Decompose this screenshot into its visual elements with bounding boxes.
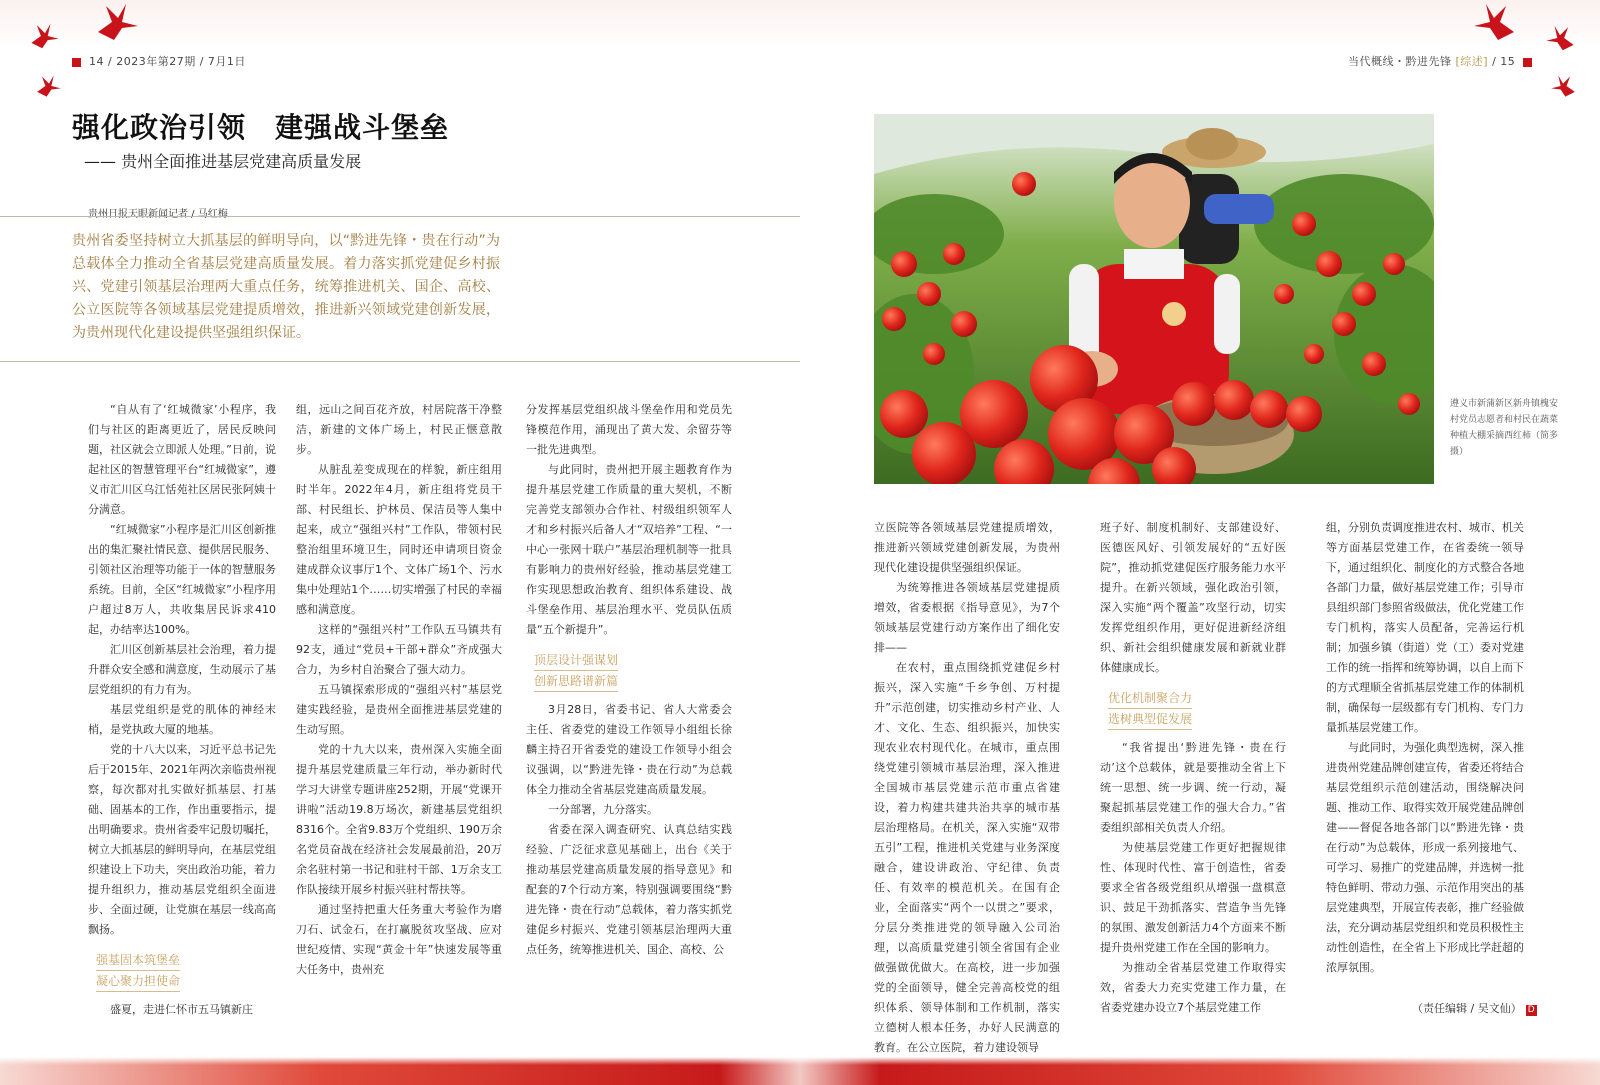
subhead-line: 强基固本筑堡垒 (96, 950, 180, 971)
text-column-3 (526, 400, 732, 960)
paragraph: 省委在深入调查研究、认真总结实践经验、广泛征求意见基础上，出台《关于推动基层党建高质量发展的指导意见》和配套的7个行动方案，特别强调要围绕“黔进先锋・贵在行动”总载体，着力落实抓党建促乡村振兴、党建引领基层治理两大重点任务，统筹推进机关、国企、高校、公 (526, 823, 732, 956)
subhead-line: 顶层设计强谋划 (534, 650, 618, 671)
text-column-2 (296, 400, 502, 980)
red-bird-icon (1472, 2, 1516, 42)
paragraph: 组，远山之间百花齐放，村居院落干净整洁，新建的文体广场上，村民正惬意散步。 (296, 403, 502, 456)
paragraph: 在农村，重点围绕抓党建促乡村振兴，深入实施“千乡争创、万村提升”示范创建，切实推动乡村产业、人才、文化、生态、组织振兴，加快实现农业农村现代化。在城市，重点围绕党建引领城市基层治理，深入推进全国城市基层党建示范市重点省建设，着力构建共建共治共享的城市基层治理格局。在机关，深入实施“双带五引”工程，推进机关党建与业务深度融合，建设讲政治、守纪律、负责任、有效率的模范机关。在国有企业，全面落实“两个一以贯之”要求，分层分类推进党的领导融入公司治理，以高质量党建引领全省国有企业做强做优做大。在高校，进一步加强党的全面领导，健全完善高校党的组织体系、领导体制和工作机制，落实立德树人根本任务，办好人民满意的教育。在公立医院，着力建设领导 (874, 661, 1060, 1054)
paragraph: 从脏乱差变成现在的样貌，新庄组用时半年。2022年4月，新庄组将党员干部、村民组长、护林员、保洁员等人集中起来，成立“强组兴村”工作队，带领村民整治组里环境卫生，同时还申请项目资金建成群众议事厅1个、文体广场1个、污水集中处理站1个……切实增强了村民的幸福感和满意度。 (296, 463, 502, 616)
end-mark-icon: D (1526, 1005, 1537, 1016)
red-bird-icon (36, 74, 62, 98)
byline: 贵州日报天眼新闻记者 / 马红梅 (88, 209, 228, 220)
left-page-header: 14 / 2023年第27期 / 7月1日 (64, 53, 246, 69)
subhead-line: 优化机制聚合力 (1108, 688, 1192, 709)
section-subhead (1108, 688, 1286, 730)
paragraph: 为推动全省基层党建工作取得实效，省委大力充实党建工作力量，在省委党建办设立7个基层党建工作 (1100, 961, 1286, 1014)
paragraph: 一分部署，九分落实。 (548, 803, 658, 816)
text-column-1 (88, 400, 276, 1020)
red-bird-icon (1545, 24, 1575, 52)
section-subhead (534, 650, 732, 692)
subhead-line: 创新思路谱新篇 (534, 671, 618, 692)
top-gradient-band (0, 0, 1600, 48)
text-column-5 (1100, 518, 1286, 1018)
red-bird-icon (1550, 74, 1576, 98)
paragraph: “我省提出‘黔进先锋・贵在行动’这个总载体，就是要推动全省上下统一思想、统一步调、统一行动，凝聚起抓基层党建工作的强大合力。”省委组织部相关负责人介绍。 (1100, 741, 1286, 834)
paragraph: 立医院等各领域基层党建提质增效，推进新兴领域党建创新发展，为贵州现代化建设提供坚强组织保证。 (874, 521, 1060, 574)
header-square-icon (1523, 58, 1532, 67)
article-title: 强化政治引领 建强战斗堡垒 (72, 111, 450, 144)
editor-name: （责任编辑 / 吴文仙） (1412, 1002, 1522, 1015)
right-page-header: 当代概线・黔进先锋 [综述] / 15 (1348, 53, 1540, 69)
paragraph: 3月28日，省委书记、省人大常委会主任、省委党的建设工作领导小组组长徐麟主持召开省委党的建设工作领导小组会议强调，以“黔进先锋・贵在行动”为总载体全力推动全省基层党建高质量发展。 (526, 703, 732, 796)
red-bird-icon (30, 22, 60, 50)
left-page-number: 14 (89, 55, 104, 68)
subhead-line: 凝心聚力担使命 (96, 971, 180, 992)
paragraph: 基层党组织是党的肌体的神经末梢，是党执政大厦的地基。 (88, 703, 276, 736)
photo-illustration (874, 114, 1434, 484)
header-square-icon (72, 58, 81, 67)
text-column-4 (874, 518, 1060, 1058)
lead-paragraph: 贵州省委坚持树立大抓基层的鲜明导向，以“黔进先锋・贵在行动”为总载体全力推动全省基层党建高质量发展。着力落实抓党建促乡村振兴、党建引领基层治理两大重点任务，统筹推进机关、国企、高校、公立医院等各领域基层党建提质增效，推进新兴领域党建创新发展，为贵州现代化建设提供坚强组织保证。 (72, 233, 500, 341)
paragraph: 盛夏，走进仁怀市五马镇新庄 (110, 1003, 253, 1016)
section-name: 当代概线・黔进先锋 (1348, 55, 1452, 68)
editor-credit (1412, 1000, 1537, 1016)
paragraph: “红城微家”小程序是汇川区创新推出的集汇聚社情民意、提供居民服务、引领社区治理等功能于一体的智慧服务系统。目前，全区“红城微家”小程序用户超过8万人，共收集居民诉求410起，办结率达100%。 (88, 523, 276, 636)
paragraph: 通过坚持把重大任务重大考验作为磨刀石、试金石，在打赢脱贫攻坚战、应对世纪疫情、实现“黄金十年”快速发展等重大任务中，贵州充 (296, 903, 502, 976)
paragraph: 五马镇探索形成的“强组兴村”基层党建实践经验，是贵州全面推进基层党建的生动写照。 (296, 683, 502, 736)
tomato-harvest-photo (874, 114, 1434, 484)
red-bird-icon (96, 2, 140, 42)
paragraph: 组，分别负责调度推进农村、城市、机关等方面基层党建工作，在省委统一领导下，通过组织化、制度化的方式整合各地各部门力量，做好基层党建工作；引导市县组织部门参照省级做法，优化党建工作专门机构，落实人员配备，完善运行机制；加强乡镇（街道）党（工）委对党建工作的统一指挥和统筹协调，以自上而下的方式理顺全省抓基层党建工作的体制机制，确保每一层级都有专门机构、专门力量抓基层党建工作。 (1326, 521, 1524, 734)
article-subtitle: —— 贵州全面推进基层党建高质量发展 (84, 152, 362, 171)
paragraph: 这样的“强组兴村”工作队五马镇共有92支，通过“党员+干部+群众”齐成强大合力，为乡村自治聚合了强大动力。 (296, 623, 502, 676)
paragraph: 汇川区创新基层社会治理，着力提升群众安全感和满意度，生动展示了基层党组织的有力有为。 (88, 643, 276, 696)
paragraph: 分发挥基层党组织战斗堡垒作用和党员先锋模范作用，涌现出了黄大发、余留芬等一批先进典型。 (526, 403, 732, 456)
paragraph: 班子好、制度机制好、支部建设好、医德医风好、引领发展好的“五好医院”，推动抓党建促医疗服务能力水平提升。在新兴领域，强化政治引领，深入实施“两个覆盖”攻坚行动，切实发挥党组织作用，更好促进新经济组织、新社会组织健康发展和新就业群体健康成长。 (1100, 521, 1286, 674)
section-tag: 综述 (1460, 55, 1484, 68)
bottom-band-highlight (0, 1057, 1600, 1065)
paragraph: 党的十九大以来，贵州深入实施全面提升基层党建质量三年行动，举办新时代学习大讲堂专题讲座252期，开展“党课开讲啦”活动19.8万场次，新建基层党组织8316个。全省9.83万个党组织、190万余名党员奋战在经济社会发展最前沿，20万余名驻村第一书记和驻村干部、1万余支工作队接续开展乡村振兴驻村帮扶等。 (296, 743, 502, 896)
issue-number: 2023年第27期 (116, 55, 196, 68)
paragraph: 党的十八大以来，习近平总书记先后于2015年、2021年两次亲临贵州视察，每次都对扎实做好抓基层、打基础、固基本的工作，作出重要指示，提出明确要求。贵州省委牢记殷切嘱托，树立大抓基层的鲜明导向，在基层党组织建设上下功夫，突出政治功能，着力提升组织力，推动基层党组织全面进步、全面过硬，让党旗在基层一线高高飘扬。 (88, 743, 276, 936)
paragraph: 为统筹推进各领域基层党建提质增效，省委根据《指导意见》，为7个领域基层党建行动方案作出了细化安排—— (874, 581, 1060, 654)
photo-caption: 遵义市新蒲新区新舟镇槐安村党员志愿者和村民在蔬菜种植大棚采摘西红柿（简多 摄） (1450, 399, 1559, 457)
paragraph: 为使基层党建工作更好把握规律性、体现时代性、富于创造性，省委要求全省各级党组织从增强一盘棋意识、鼓足干劲抓落实、营造争当先锋的氛围、激发创新活力4个方面来不断提升贵州党建工作在全国的影响力。 (1100, 841, 1286, 954)
right-page-number: 15 (1500, 55, 1516, 68)
issue-date: 7月1日 (207, 55, 246, 68)
paragraph: 与此同时，为强化典型选树，深入推进贵州党建品牌创建宣传，省委还将结合基层党组织示范创建活动，围绕解决问题、推动工作、取得实效开展党建品牌创建——督促各地各部门以“黔进先锋・贵在行动”为总载体，形成一系列接地气、可学习、易推广的党建品牌，并选树一批特色鲜明、带动力强、示范作用突出的基层党建典型，开展宣传表彰，推广经验做法，充分调动基层党组织和党员积极性主动性创造性，在全省上下形成比学赶超的浓厚氛围。 (1326, 741, 1524, 974)
paragraph: 与此同时，贵州把开展主题教育作为提升基层党建工作质量的重大契机，不断完善党支部领办合作社、村级组织领军人才和乡村振兴后备人才“双培养”工程、“一中心一张网十联户”基层治理机制等一批具有影响力的贵州好经验，推动基层党建工作实现思想政治教育、组织体系建设、战斗堡垒作用、基层治理水平、党员队伍质量“五个新提升”。 (526, 463, 732, 636)
paragraph: “自从有了‘红城微家’小程序，我们与社区的距离更近了，居民反映问题，社区就会立即派人处理。”日前，说起社区的智慧管理平台“红城微家”，遵义市汇川区乌江恬苑社区居民张阿姨十分满意。 (88, 403, 276, 516)
subhead-line: 选树典型促发展 (1108, 709, 1192, 730)
section-subhead (96, 950, 276, 992)
text-column-6 (1326, 518, 1524, 978)
